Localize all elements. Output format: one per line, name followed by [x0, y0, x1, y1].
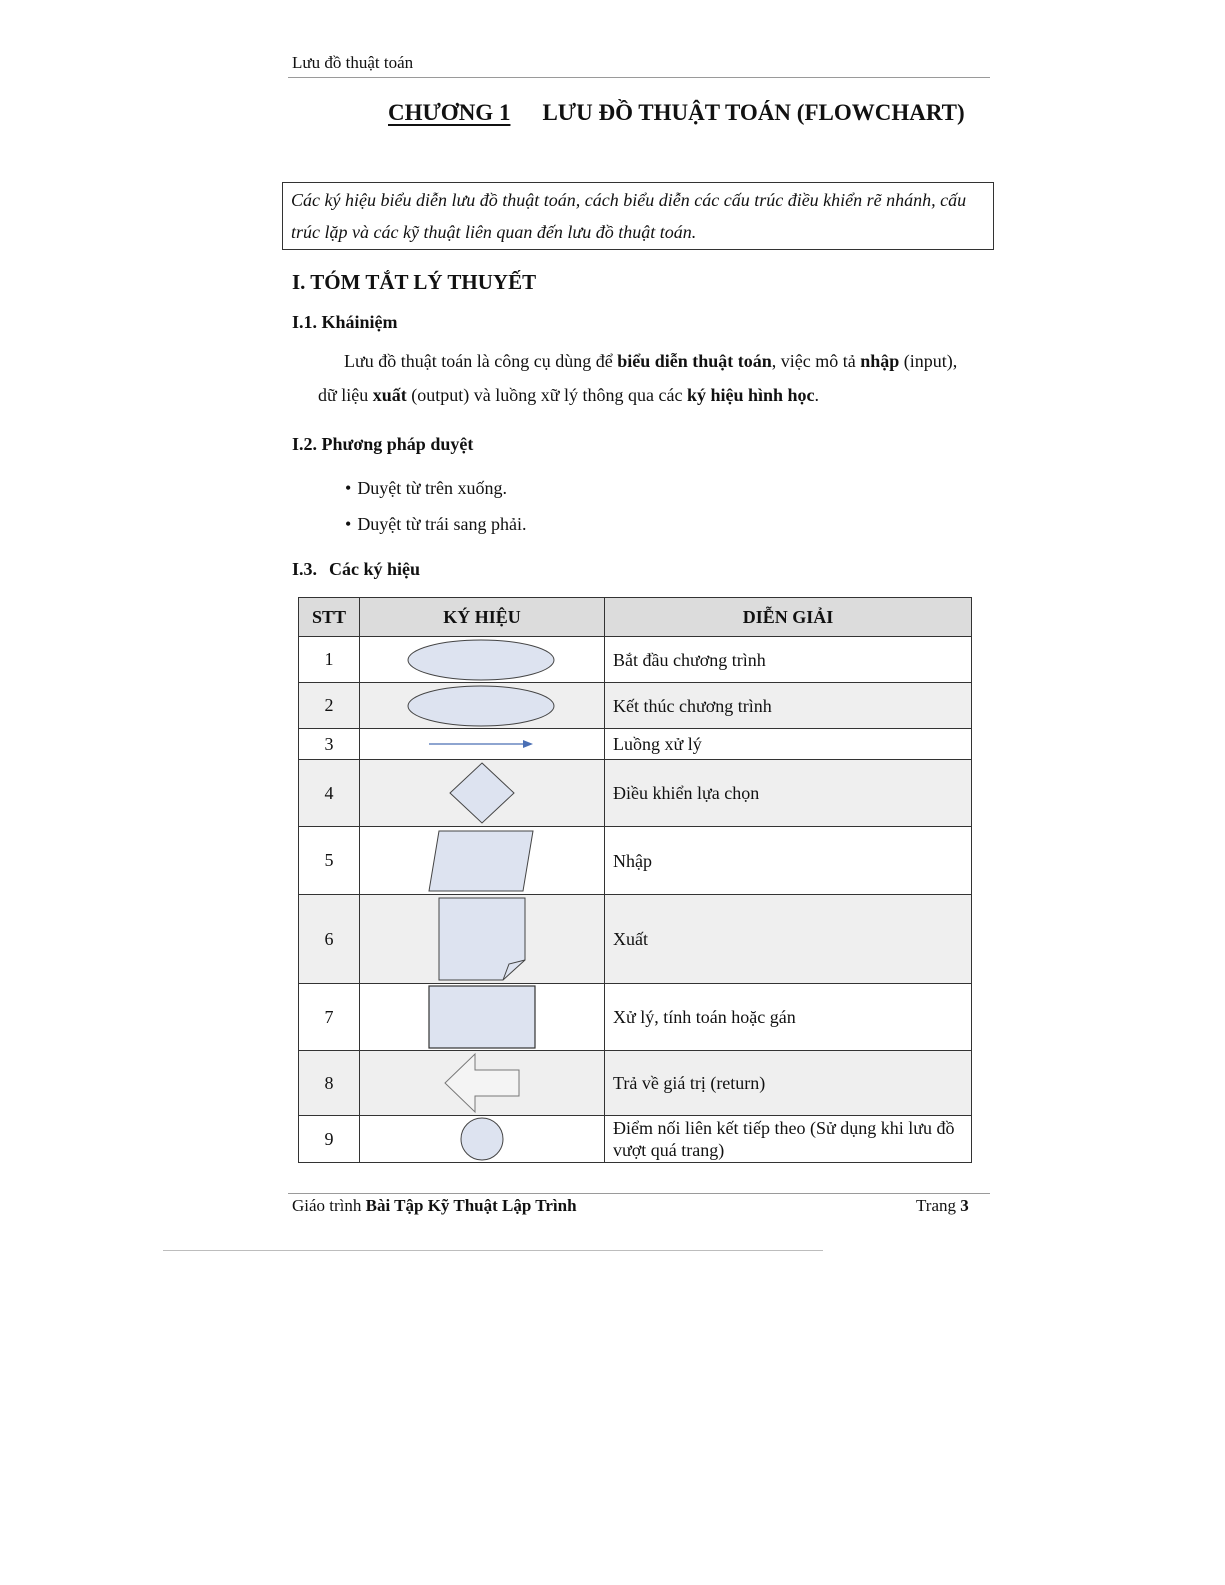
- symbol-cell: [360, 1116, 605, 1163]
- circle-icon: [459, 1116, 505, 1162]
- footer-rule: [288, 1193, 990, 1194]
- table-row: [299, 827, 972, 895]
- page-number: 3: [960, 1196, 969, 1215]
- row-number: 4: [299, 760, 360, 827]
- parallelogram-icon: [427, 829, 537, 893]
- concept-paragraph: [318, 344, 958, 412]
- chapter-heading: [388, 100, 965, 126]
- footer-page: [916, 1196, 969, 1216]
- running-header: Lưu đồ thuật toán: [292, 53, 414, 72]
- symbol-cell: [360, 637, 605, 683]
- document-icon: [437, 896, 527, 982]
- arrow-icon: [427, 737, 537, 751]
- symbol-cell: [360, 827, 605, 895]
- bold-run: nhập: [860, 351, 900, 371]
- row-number: 7: [299, 984, 360, 1051]
- row-description: Bắt đầu chương trình: [605, 637, 972, 683]
- subsection-concept-title: I.1. Kháiniệm: [292, 312, 398, 332]
- text-run: , việc mô tả: [771, 351, 861, 371]
- row-description: Xử lý, tính toán hoặc gán: [605, 984, 972, 1051]
- left-arrow-icon: [443, 1052, 521, 1114]
- subsection-number: I.3.: [292, 559, 318, 579]
- table-row: [299, 760, 972, 827]
- symbol-cell: [360, 895, 605, 984]
- list-item: • Duyệt từ trên xuống.: [345, 470, 527, 506]
- traversal-list: [345, 470, 527, 542]
- text-run: (input), dữ liệu: [318, 351, 958, 405]
- page-edge-line: [163, 1250, 823, 1251]
- table-row: [299, 1116, 972, 1163]
- row-number: 1: [299, 637, 360, 683]
- bold-run: biểu diễn thuật toán: [617, 351, 772, 371]
- table-row: [299, 1051, 972, 1116]
- table-row: [299, 984, 972, 1051]
- section-title: I. TÓM TẮT LÝ THUYẾT: [292, 270, 537, 294]
- text-run: (output) và luồng xữ lý thông qua các: [406, 385, 687, 405]
- row-number: 9: [299, 1116, 360, 1163]
- symbol-cell: [360, 1051, 605, 1116]
- bold-run: ký hiệu hình học: [686, 385, 815, 405]
- row-number: 6: [299, 895, 360, 984]
- symbol-cell: [360, 984, 605, 1051]
- subsection-label: Các ký hiệu: [329, 559, 421, 579]
- rectangle-icon: [427, 984, 537, 1050]
- footer-prefix: Giáo trình: [292, 1196, 366, 1215]
- footer-book-title: [292, 1196, 577, 1216]
- row-description: Nhập: [605, 827, 972, 895]
- table-row: [299, 637, 972, 683]
- column-header-stt: STT: [299, 598, 360, 637]
- bold-run: xuất: [372, 385, 407, 405]
- symbols-table: [298, 597, 972, 1163]
- page-label: Trang: [916, 1196, 961, 1215]
- row-description: Trả về giá trị (return): [605, 1051, 972, 1116]
- subsection-symbols-title: [292, 559, 420, 580]
- list-item: • Duyệt từ trái sang phải.: [345, 506, 527, 542]
- chapter-number: CHƯƠNG 1: [388, 100, 511, 125]
- table-row: [299, 729, 972, 760]
- header-rule: [288, 77, 990, 78]
- table-header-row: [299, 598, 972, 637]
- text-run: Lưu đồ thuật toán là công cụ dùng để: [344, 351, 618, 371]
- row-description: Luồng xử lý: [605, 729, 972, 760]
- symbol-cell: [360, 729, 605, 760]
- column-header-symbol: KÝ HIỆU: [360, 598, 605, 637]
- text-run: .: [814, 385, 820, 405]
- symbol-cell: [360, 683, 605, 729]
- diamond-icon: [448, 761, 516, 825]
- ellipse-icon: [407, 638, 557, 682]
- chapter-abstract: Các ký hiệu biểu diễn lưu đồ thuật toán, cách biểu diễn các cấu trúc điều khiển rẽ nhánh, cấu trúc lặp và các kỹ thuật liên quan đến lưu đồ thuật toán.: [282, 182, 994, 250]
- row-description: Điểm nối liên kết tiếp theo (Sử dụng khi lưu đồ vượt quá trang): [605, 1116, 972, 1163]
- table-row: [299, 683, 972, 729]
- row-number: 3: [299, 729, 360, 760]
- column-header-description: DIỄN GIẢI: [605, 598, 972, 637]
- table-row: [299, 895, 972, 984]
- row-description: Kết thúc chương trình: [605, 683, 972, 729]
- row-number: 2: [299, 683, 360, 729]
- row-number: 5: [299, 827, 360, 895]
- row-description: Xuất: [605, 895, 972, 984]
- row-description: Điều khiển lựa chọn: [605, 760, 972, 827]
- row-number: 8: [299, 1051, 360, 1116]
- ellipse-icon: [407, 684, 557, 728]
- chapter-title: LƯU ĐỒ THUẬT TOÁN (FLOWCHART): [542, 100, 965, 125]
- subsection-traversal-title: I.2. Phương pháp duyệt: [292, 434, 474, 454]
- symbol-cell: [360, 760, 605, 827]
- footer-book-name: Bài Tập Kỹ Thuật Lập Trình: [365, 1196, 577, 1215]
